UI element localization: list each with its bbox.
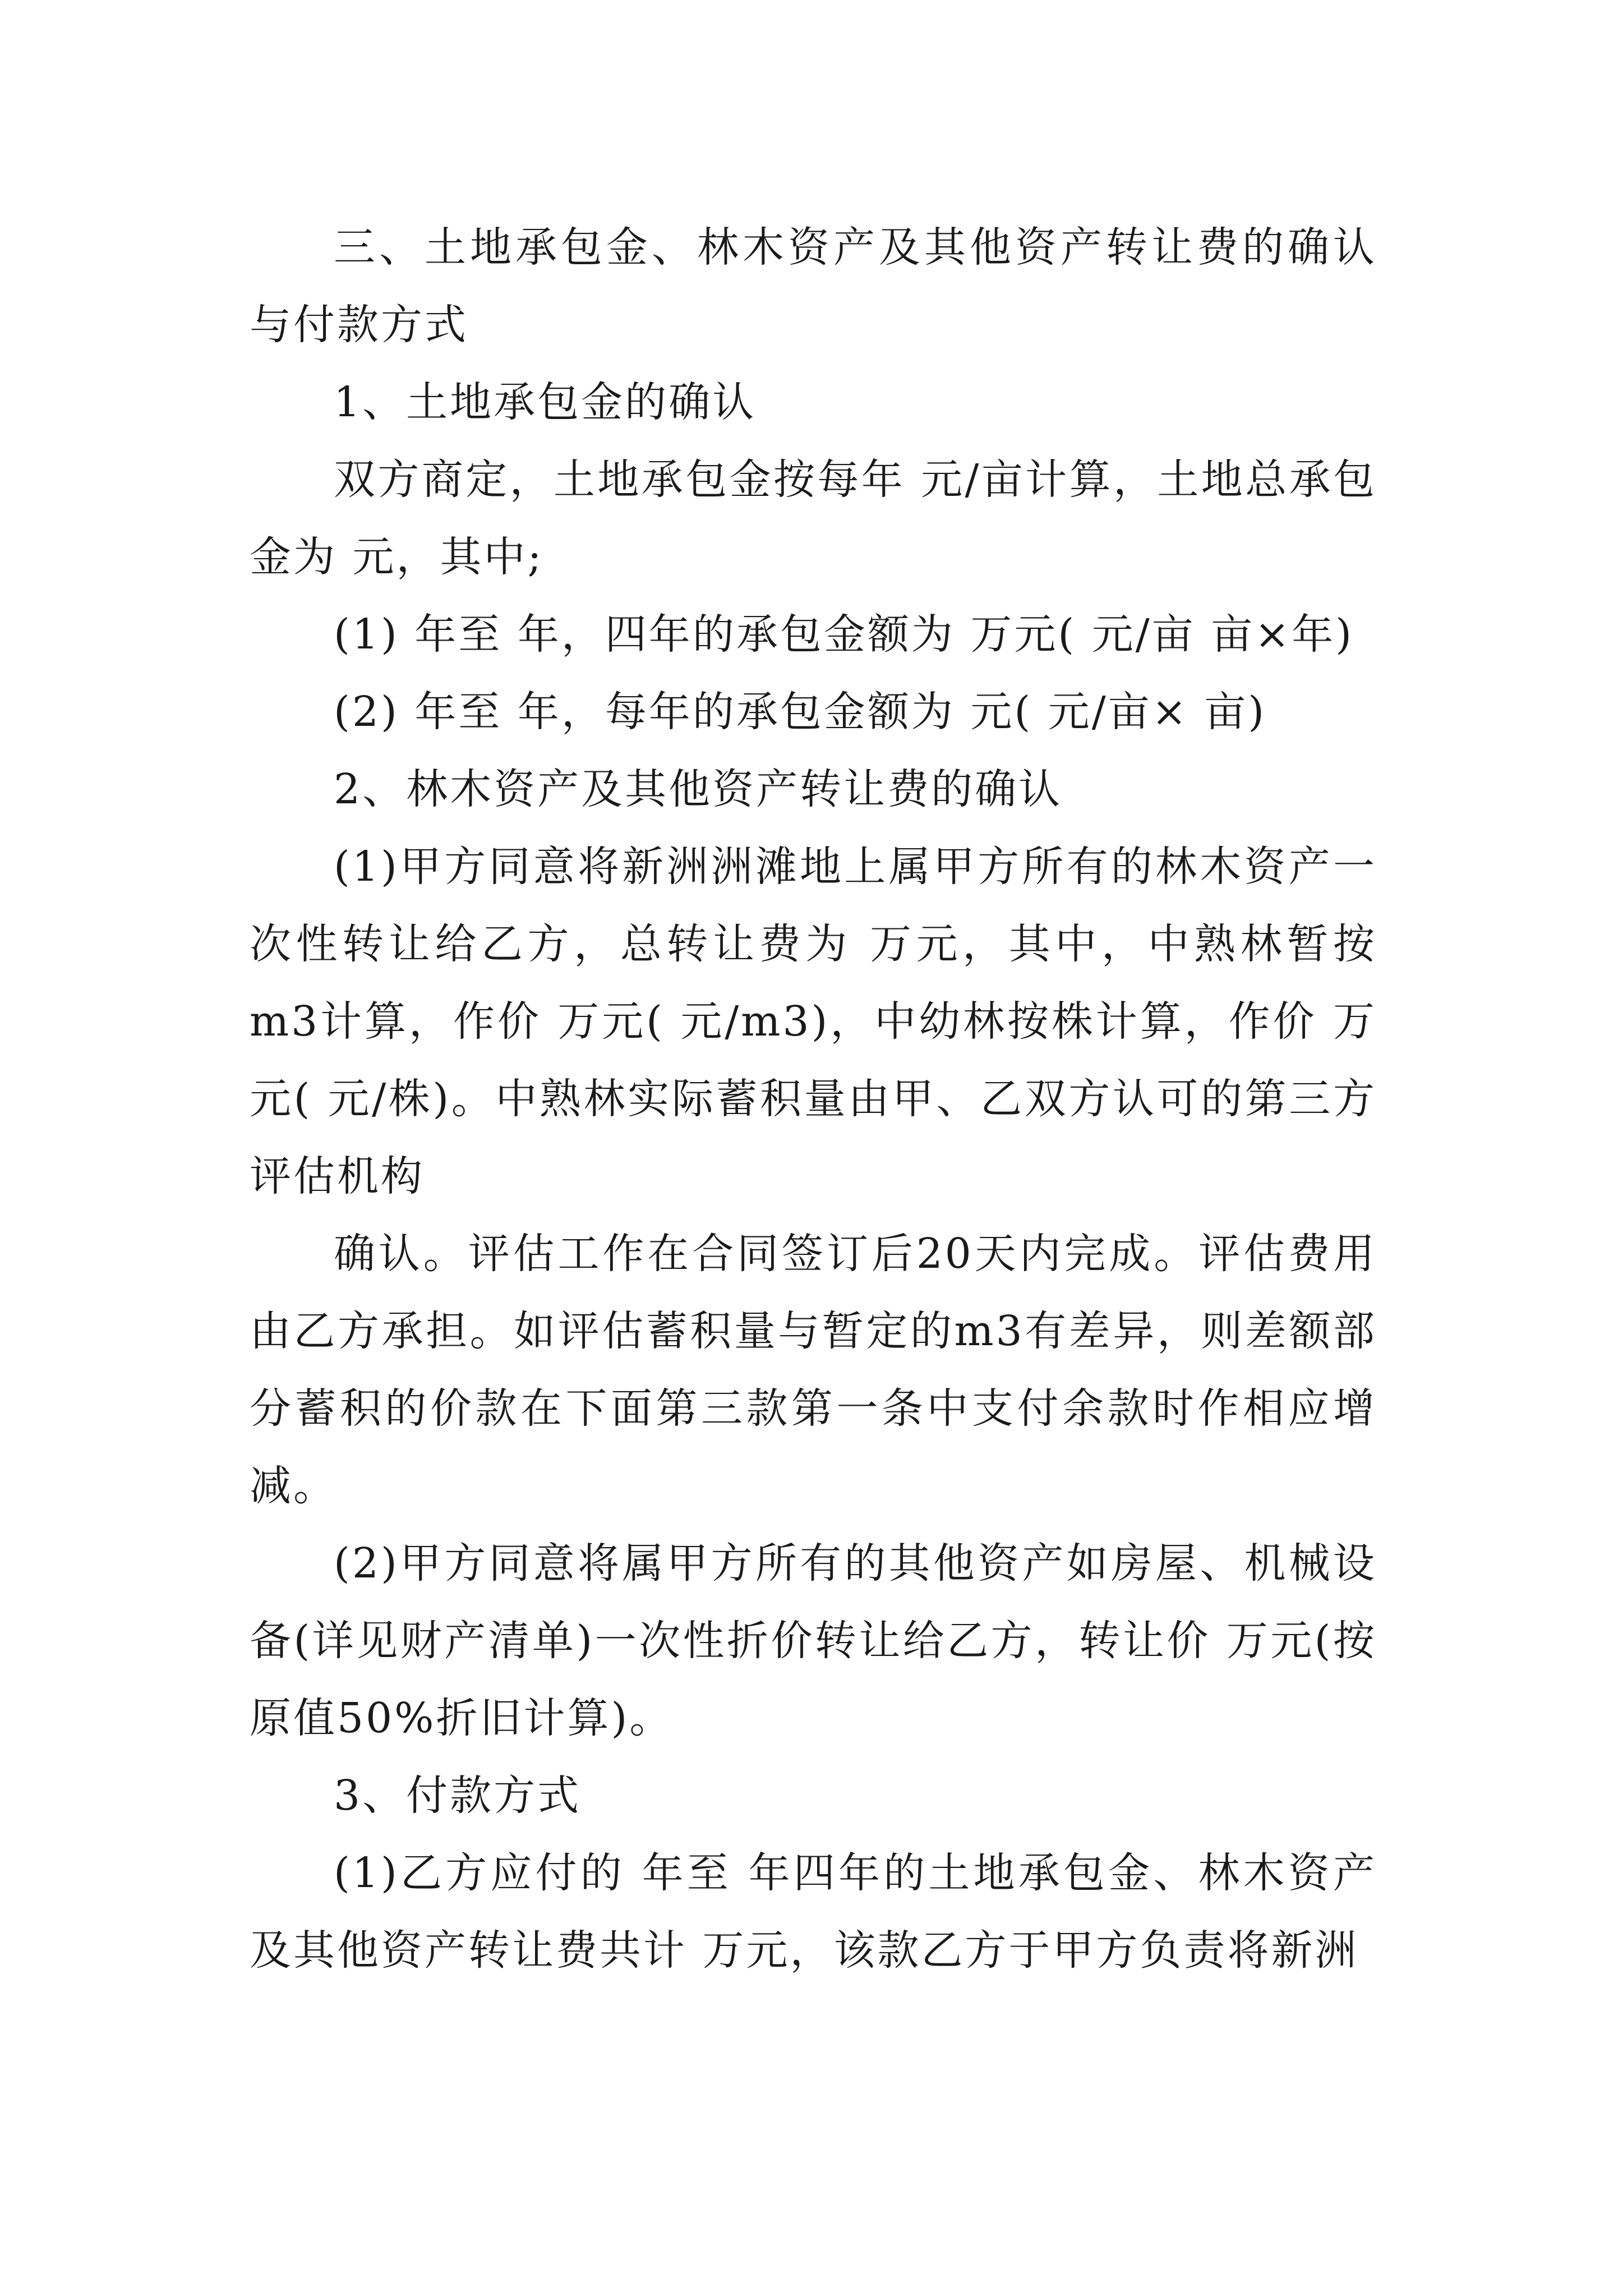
- subsection-heading-land-fee: 1、土地承包金的确认: [334, 378, 757, 426]
- paragraph-item-2: (2) 年至 年，每年的承包金额为 元( 元/亩× 亩): [334, 688, 1267, 736]
- paragraph-forest-assets: (1)甲方同意将新洲洲滩地上属甲方所有的林木资产一次性转让给乙方，总转让费为 万元，其中，中熟林暂按 m3计算，作价 万元( 元/m3)，中幼林按株计算，作价 万元( 元/株)。中熟林实际蓄积量由甲、乙双方认可的第三方评估机构: [250, 843, 1377, 1200]
- paragraph-payment-item-1: (1)乙方应付的 年至 年四年的土地承包金、林木资产及其他资产转让费共计 万元，该款乙方于甲方负责将新洲: [250, 1849, 1377, 1975]
- paragraph-evaluation: 确认。评估工作在合同签订后20天内完成。评估费用由乙方承担。如评估蓄积量与暂定的m3有差异，则差额部分蓄积的价款在下面第三款第一条中支付余款时作相应增减。: [250, 1230, 1377, 1510]
- paragraph-item-1: (1) 年至 年，四年的承包金额为 万元( 元/亩 亩×年): [334, 610, 1354, 659]
- subsection-heading-payment: 3、付款方式: [334, 1772, 582, 1820]
- paragraph-other-assets: (2)甲方同意将属甲方所有的其他资产如房屋、机械设备(详见财产清单)一次性折价转让给乙方，转让价 万元(按原值50%折旧计算)。: [250, 1539, 1377, 1742]
- subsection-heading-asset-transfer: 2、林木资产及其他资产转让费的确认: [334, 765, 1063, 813]
- paragraph-land-fee-terms: 双方商定，土地承包金按每年 元/亩计算，土地总承包金为 元，其中;: [250, 455, 1377, 581]
- section-heading-three: 三、土地承包金、林木资产及其他资产转让费的确认与付款方式: [250, 223, 1377, 349]
- document-body: [250, 209, 1377, 1989]
